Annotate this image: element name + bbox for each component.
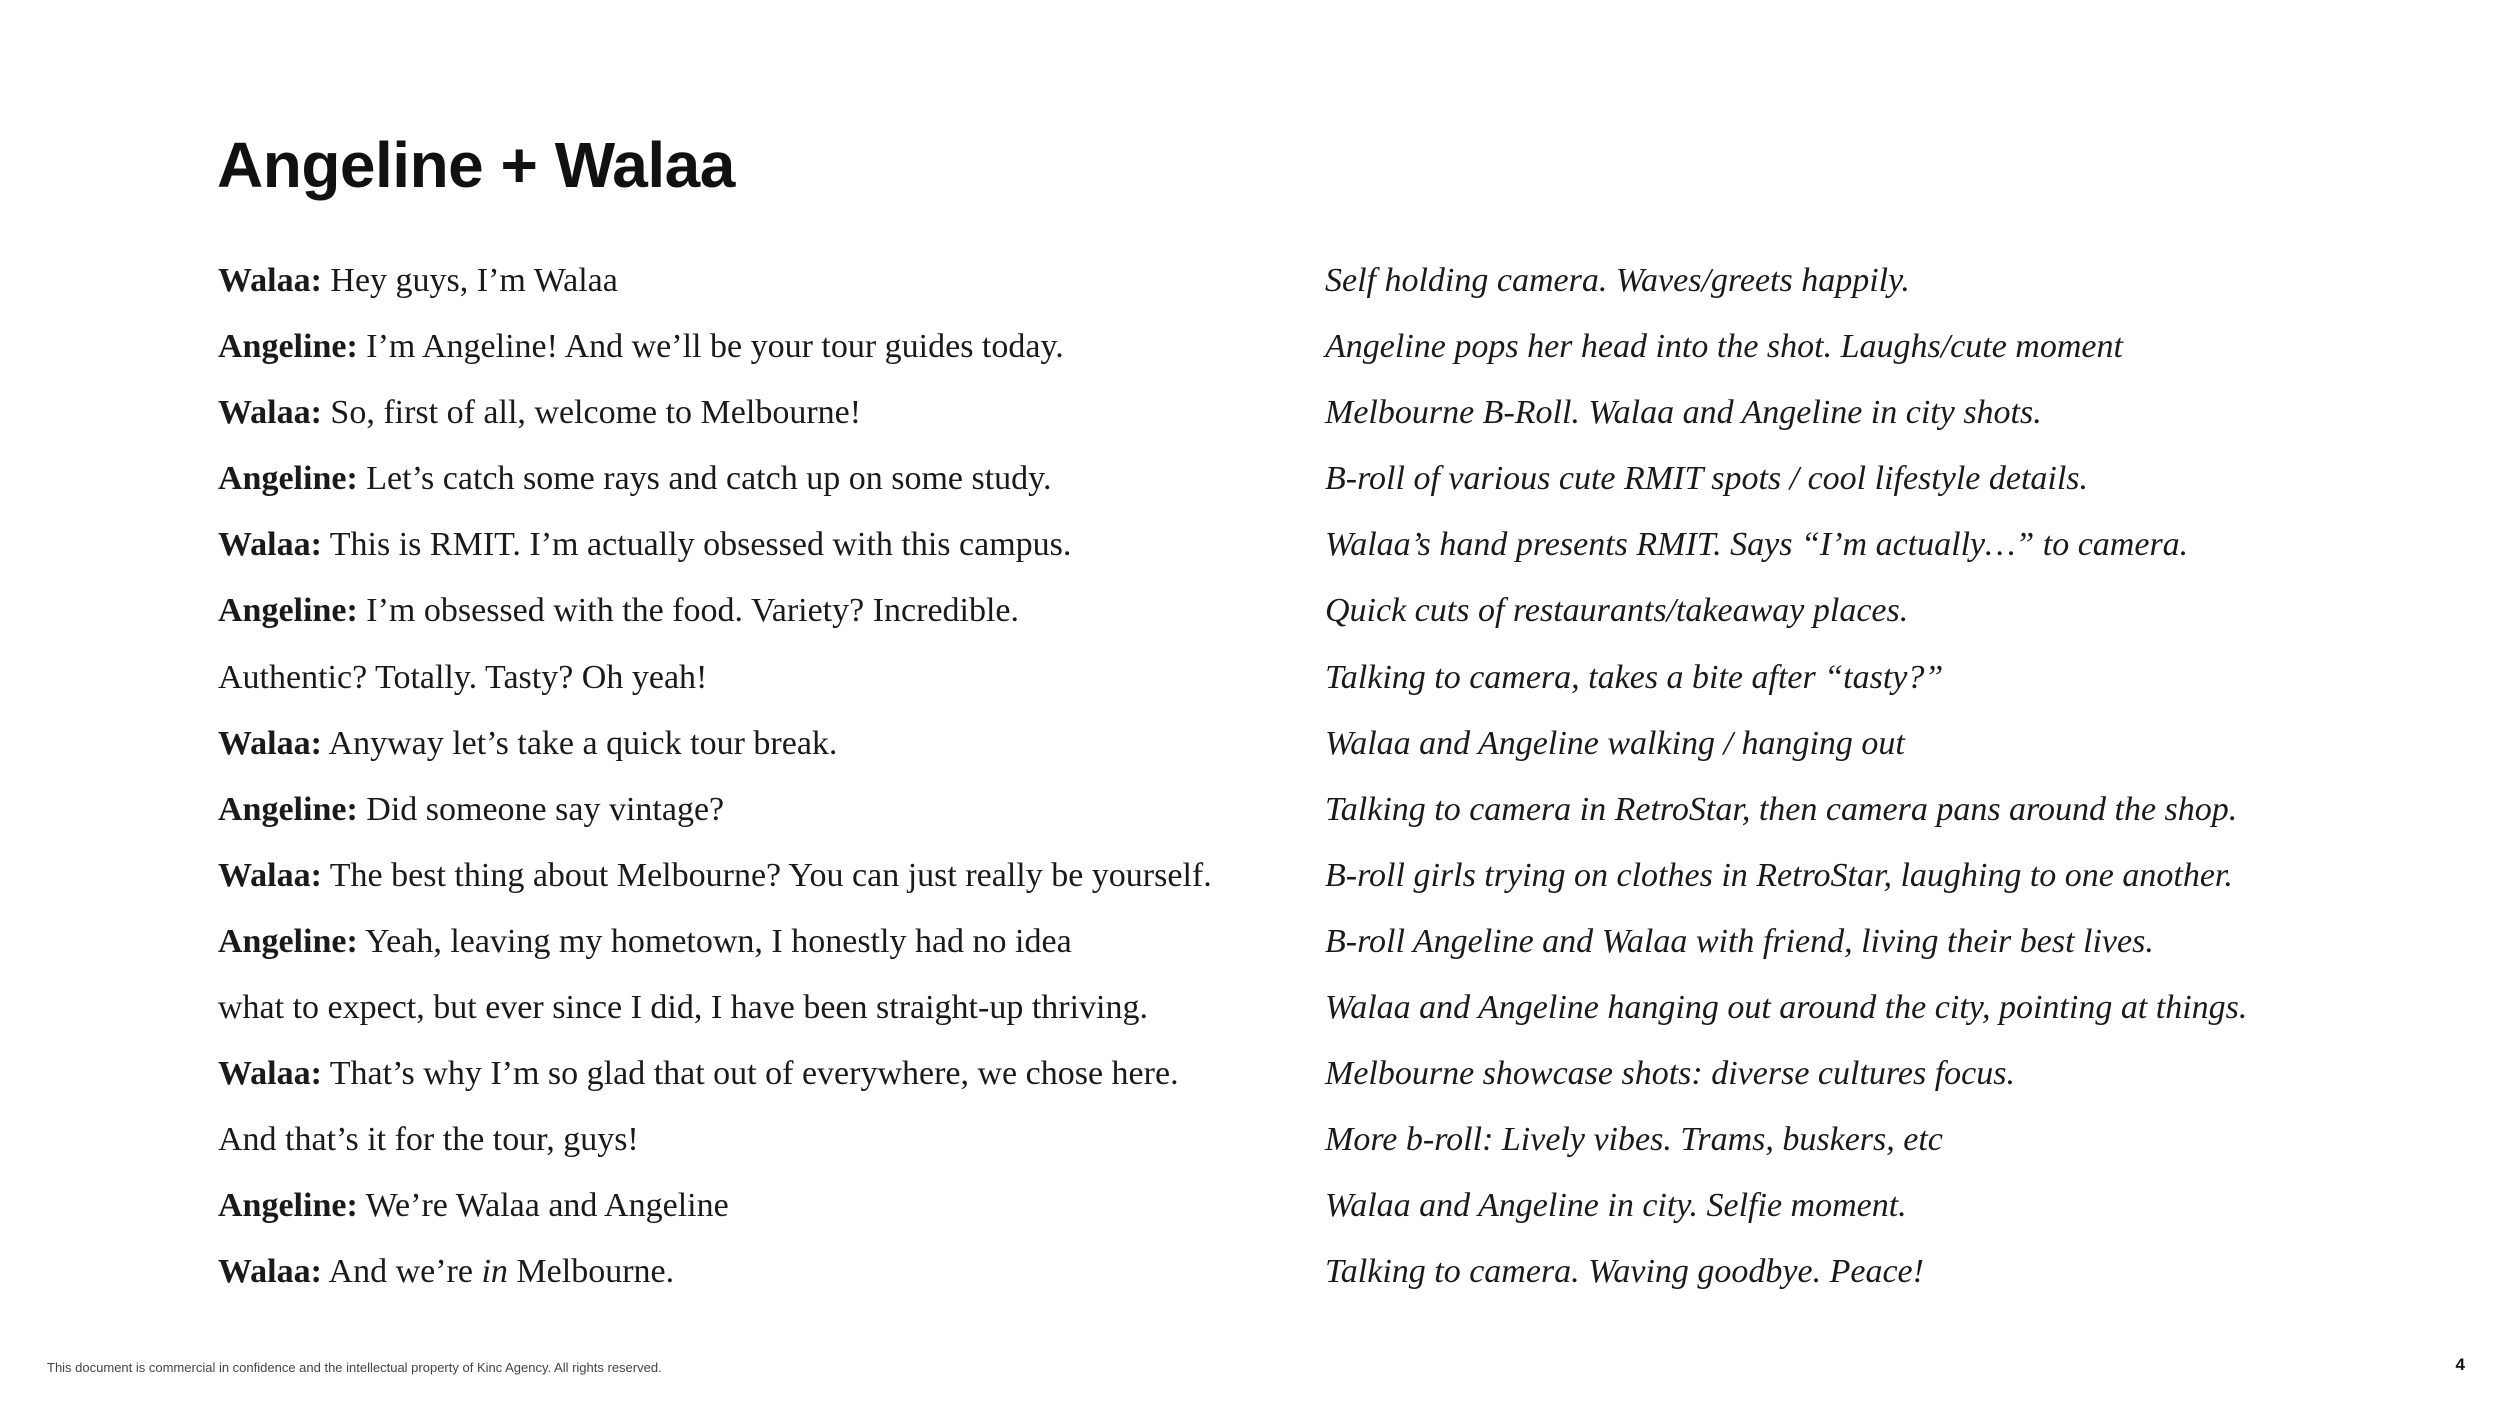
dialogue-line [218, 909, 1212, 975]
dialogue-line [218, 1107, 1212, 1173]
dialogue-text: I’m Angeline! And we’ll be your tour guides today. [357, 328, 1064, 366]
dialogue-line [218, 512, 1212, 578]
dialogue-text: Did someone say vintage? [357, 790, 725, 828]
direction-line: B-roll Angeline and Walaa with friend, living their best lives. [1325, 922, 2154, 960]
speaker-label: Angeline: [218, 922, 358, 960]
dialogue-line [218, 777, 1212, 843]
speaker-label: Angeline: [218, 460, 358, 498]
dialogue-column [218, 248, 1212, 1306]
speaker-label: Walaa: [218, 526, 322, 564]
dialogue-line [218, 578, 1212, 644]
direction-line: More b-roll: Lively vibes. Trams, buskers, etc [1325, 1121, 1943, 1159]
dialogue-emphasis: in [481, 1253, 508, 1291]
direction-line: Talking to camera in RetroStar, then camera pans around the shop. [1325, 790, 2238, 828]
dialogue-line [218, 1239, 1212, 1305]
dialogue-text: what to expect, but ever since I did, I have been straight-up thriving. [218, 989, 1148, 1027]
dialogue-text-end: Melbourne. [507, 1253, 675, 1291]
direction-line: Self holding camera. Waves/greets happily. [1325, 262, 1910, 299]
dialogue-line [218, 843, 1212, 909]
dialogue-text: Let’s catch some rays and catch up on some study. [357, 460, 1052, 498]
dialogue-text: That’s why I’m so glad that out of everywhere, we chose here. [321, 1055, 1179, 1093]
direction-line: Melbourne B-Roll. Walaa and Angeline in city shots. [1325, 394, 2042, 432]
speaker-label: Walaa: [218, 856, 322, 894]
dialogue-text: I’m obsessed with the food. Variety? Incredible. [357, 592, 1020, 630]
direction-line: Walaa’s hand presents RMIT. Says “I’m actually…” to camera. [1325, 526, 2189, 564]
speaker-label: Walaa: [218, 724, 322, 762]
direction-line: Walaa and Angeline walking / hanging out [1325, 724, 1905, 762]
direction-line: Angeline pops her head into the shot. Laughs/cute moment [1325, 328, 2123, 366]
dialogue-text: This is RMIT. I’m actually obsessed with this campus. [321, 526, 1072, 564]
dialogue-text: So, first of all, welcome to Melbourne! [321, 394, 862, 432]
dialogue-text: We’re Walaa and Angeline [357, 1187, 729, 1225]
direction-line: B-roll of various cute RMIT spots / cool lifestyle details. [1325, 460, 2089, 498]
speaker-label: Walaa: [218, 262, 322, 299]
dialogue-line [218, 1041, 1212, 1107]
page-title: Angeline + Walaa [217, 129, 735, 201]
dialogue-line [218, 248, 1212, 314]
direction-line: Quick cuts of restaurants/takeaway places. [1325, 592, 1909, 630]
speaker-label: Angeline: [218, 328, 358, 366]
direction-line: Walaa and Angeline hanging out around the city, pointing at things. [1325, 989, 2248, 1027]
speaker-label: Angeline: [218, 790, 358, 828]
speaker-label: Walaa: [218, 394, 322, 432]
confidentiality-footer: This document is commercial in confidence and the intellectual property of Kinc Agency. All rights reserved. [47, 1360, 662, 1375]
speaker-label: Walaa: [218, 1253, 322, 1291]
speaker-label: Angeline: [218, 1187, 358, 1225]
dialogue-text: Anyway let’s take a quick tour break. [321, 724, 838, 762]
dialogue-line [218, 314, 1212, 380]
dialogue-text: Yeah, leaving my hometown, I honestly had no idea [357, 922, 1072, 960]
direction-line: Talking to camera, takes a bite after “tasty?” [1325, 658, 1944, 696]
speaker-label: Walaa: [218, 1055, 322, 1093]
dialogue-line [218, 645, 1212, 711]
speaker-label: Angeline: [218, 592, 358, 630]
dialogue-line [218, 1173, 1212, 1239]
page-number: 4 [2455, 1355, 2465, 1374]
direction-line: Walaa and Angeline in city. Selfie moment. [1325, 1187, 1907, 1225]
directions-column [1325, 248, 2247, 1306]
dialogue-text: And that’s it for the tour, guys! [218, 1121, 639, 1159]
direction-line: B-roll girls trying on clothes in RetroStar, laughing to one another. [1325, 856, 2233, 894]
dialogue-text: Authentic? Totally. Tasty? Oh yeah! [218, 658, 708, 696]
dialogue-line [218, 975, 1212, 1041]
dialogue-line [218, 446, 1212, 512]
dialogue-text: Hey guys, I’m Walaa [321, 262, 618, 299]
direction-line: Talking to camera. Waving goodbye. Peace! [1325, 1253, 1924, 1291]
direction-line: Melbourne showcase shots: diverse cultures focus. [1325, 1055, 2015, 1093]
dialogue-line [218, 711, 1212, 777]
dialogue-line [218, 380, 1212, 446]
dialogue-text: And we’re [321, 1253, 482, 1291]
dialogue-text: The best thing about Melbourne? You can just really be yourself. [321, 856, 1212, 894]
